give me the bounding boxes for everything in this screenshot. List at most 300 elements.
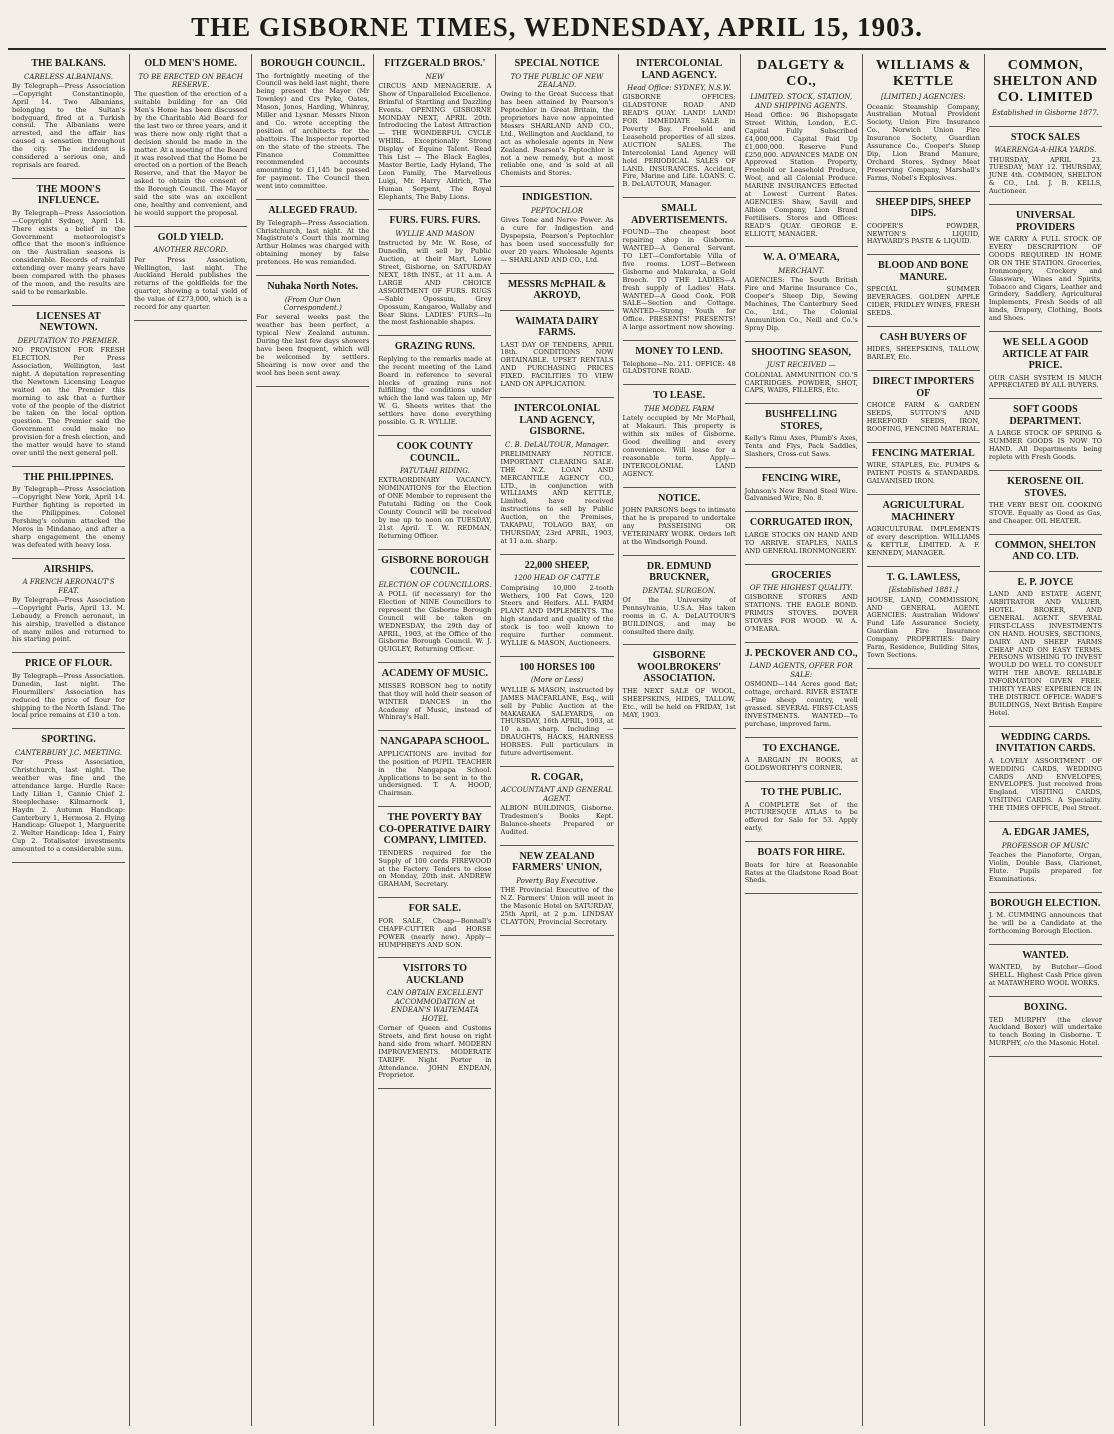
article-subheading: WYLLIE AND MASON: [395, 229, 475, 238]
column-rule: [134, 320, 247, 321]
article-heading: MONEY TO LEND.: [635, 346, 723, 358]
article-heading: INTERCOLONIAL LAND AGENCY, GISBORNE.: [513, 403, 601, 438]
article-block: [745, 648, 858, 729]
column-rule: [867, 442, 980, 443]
article-block: [623, 390, 736, 478]
article-subheading: Head Office: SYDNEY, N.S.W.: [627, 84, 732, 92]
article-body: WANTED, by Butcher—Good SHELL. Highest Cash Price given at MATAWHERO WOOL WORKS.: [988, 963, 1102, 988]
column-rule: [867, 326, 980, 327]
column-rule: [867, 566, 980, 567]
article-heading: DALGETY & CO.,: [757, 58, 846, 90]
column-rule: [745, 781, 858, 782]
article-heading: THE MOON'S INFLUENCE.: [36, 183, 101, 207]
article-heading: THE POVERTY BAY CO-OPERATIVE DAIRY COMPANY, LIMITED.: [378, 812, 491, 847]
article-heading: SHOOTING SEASON,: [751, 346, 851, 358]
article-heading: FURS. FURS. FURS.: [389, 215, 481, 227]
article-body: LAST DAY OF TENDERS, APRIL 18th. CONDITIONS NOW OBTAINABLE. UPSET RENTALS AND PURCHASING PRICES FIXED. FACILITIES TO VIEW LAND ON APPLICATION.: [500, 340, 614, 389]
article-block: [256, 58, 369, 191]
article-heading: SOFT GOODS DEPARTMENT.: [1009, 404, 1082, 427]
article-subheading: (From Our Own Correspondent.): [283, 295, 342, 312]
article-block: [623, 493, 736, 547]
article-body: THE NEXT SALE OF WOOL, SHEEPSKINS, HIDES, TALLOW, Etc., will be held on FRIDAY, 1st MAY, 1903.: [622, 686, 736, 719]
article-block: [989, 337, 1102, 390]
article-body: OSMOND—144 Acres good flat; cottage, orchard. RIVER ESTATE—Fine sheep country, well grassed. SEVERAL FIRST-CLASS INVESTMENTS. WANTED—To purchase, improved farm.: [744, 680, 858, 728]
article-subheading: THE MODEL FARM: [643, 404, 715, 413]
article-body: COOPER'S POWDER, NEWTON'S LIQUID, HAYWARD'S PASTE & LIQUID.: [866, 221, 980, 246]
article-heading: COMMON, SHELTON AND CO. LTD.: [994, 539, 1096, 563]
article-subheading: ACCOUNTANT AND GENERAL AGENT.: [501, 786, 613, 803]
column-rule: [745, 403, 858, 404]
column-rule: [989, 126, 1102, 127]
column-rule: [745, 467, 858, 468]
article-body: WE CARRY A FULL STOCK OF EVERY DESCRIPTION OF GOODS REQUIRED IN HOME OR ON THE STATION. Groceries, Ironmongery, Crockery and Glassware, Wines and Spirits, Tobacco and Cigars, Leather and Grindery, Saddlery, Agricultural Implements, Fresh Seeds of all kinds, Drapery, Clothing, Boots and Shoes.: [988, 235, 1102, 323]
article-subheading: LIMITED. STOCK, STATION, AND SHIPPING AGENTS.: [750, 93, 853, 110]
article-heading: R. COGAR,: [531, 771, 583, 783]
article-body: A POLL (if necessary) for the Election of NINE Councillors to represent the Gisborne Borough Council will be taken on WEDNESDAY, the 29th day of APRIL, 1903, at the Office of the Gisborne Borough Council. W. J. QUIGLEY, Returning Officer.: [378, 590, 492, 654]
article-heading: T. G. LAWLESS,: [886, 571, 961, 583]
article-body: For several weeks past the weather has been perfect, a typical New Zealand autumn. During the last few days showers have been frequent, which will be welcomed by settlers. Shearing is now over and the wool has been sent away.: [256, 313, 370, 377]
article-block: [989, 950, 1102, 988]
article-body: The fortnightly meeting of the Council was held last night, there being present the Mayor (Mr Townley) and Crs Pyke, Oates, Mason, Jones, Harding, Whinray, Miller and Lysnar. Messrs Nixon and Co. wrote accepting the position of architects for the abattoirs. The Inspector reported on the state of the streets. The Finance Committee recommended accounts amounting to £1,145 be passed for payment. The Council then went into committee.: [256, 71, 370, 191]
article-body: CIRCUS AND MENAGERIE. A Show of Unparalleled Excellence. Brimful of Startling and Dazzling Events. OPENING GISBORNE MONDAY NEXT, APRIL 20th. Introducing the Latest Attraction — THE WONDERFUL CYCLE WHIRL. Exceptionally Strong Display of Equine Talent. Read This List — The Black Eagles, Master Bertie, Lady Hyland, The Leon Family, The Marvellous Luigi, Mr. Harry Aldrich, The Human Serpent, The Royal Elephants, The Baby Lions.: [378, 81, 492, 201]
article-heading: BLOOD AND BONE MANURE.: [878, 260, 969, 283]
article-block: [745, 787, 858, 833]
article-heading: GISBORNE WOOLBROKERS' ASSOCIATION.: [637, 650, 722, 685]
column-rule: [256, 275, 369, 276]
article-subheading: 1200 HEAD OF CATTLE: [513, 574, 601, 583]
article-block: [378, 668, 491, 722]
article-heading: BOATS FOR HIRE.: [757, 847, 845, 859]
article-body: PRELIMINARY NOTICE. IMPORTANT CLEARING SALE. THE N.Z. LOAN AND MERCANTILE AGENCY CO., LTD., in conjunction with WILLIAMS AND KETTLE, Limited, have received instructions to sell by Public Auction, on the Premises, TAKAPAU, TOLAGO BAY, on THURSDAY, 23rd APRIL, 1903, at 11 a.m. sharp.: [500, 449, 614, 545]
article-heading: TO THE PUBLIC.: [760, 787, 842, 799]
article-heading: CORRUGATED IRON,: [749, 517, 853, 529]
column-2: [130, 54, 252, 1426]
article-block: [989, 404, 1102, 462]
article-block: [745, 847, 858, 885]
article-heading: E. P. JOYCE: [1017, 576, 1074, 588]
article-body: THE Provincial Executive of the N.Z. Farmers' Union will meet in the Masonic Hotel on SATURDAY, 25th April, at 2 p.m. LINDSAY CLAYTON, Provincial Secretary.: [500, 886, 614, 926]
article-body: Head Office: 96 Bishopsgate Street Within, London, E.C. Capital Fully Subscribed £4,000,000. Capital Paid Up £1,000,000. Reserve Fund £250,000. ADVANCES MADE ON Approved Station Property, Freehold or Leasehold Produce, Wool, and all Colonial Produce. MARINE INSURANCES Effected at Lowest Current Rates. AGENCIES: Shaw, Savill and Albion Company, Lion Brand Fertilisers. Stores and Offices: READ'S QUAY. GEORGE E. ELLIOTT, MANAGER.: [744, 110, 858, 238]
article-body: Gives Tone and Nerve Power. As a cure for Indigestion and Dyspepsia, Pearson's Peptochlor has been used successfully for over 20 years. Wholesale Agents — SHARLAND AND CO., Ltd.: [500, 216, 614, 264]
article-block: [867, 572, 980, 660]
column-rule: [378, 662, 491, 663]
column-rule: [378, 897, 491, 898]
article-subheading: A FRENCH AERONAUT'S FEAT.: [22, 578, 115, 595]
column-4: [374, 54, 496, 1426]
article-block: [623, 561, 736, 637]
column-9: [985, 54, 1106, 1426]
article-body: The question of the erection of a suitable building for an Old Men's Home has been discussed by the Charitable Aid Board for the last two or three years, and it was there now only right that a decision should be made in the matter. At a meeting of the Board it was resolved that the Home be erected on a portion of the Beach Reserve, and that the Mayor be asked to obtain the consent of the Borough Council. The Mayor said the site was an excellent one, healthy and convenient, and he would support the proposal.: [134, 90, 248, 217]
article-block: [12, 564, 125, 645]
article-heading: SPECIAL NOTICE: [514, 58, 600, 69]
article-block: [12, 184, 125, 297]
article-heading: WANTED.: [1022, 949, 1069, 961]
article-block: [500, 58, 613, 178]
article-heading: OLD MEN'S HOME.: [144, 58, 237, 69]
article-body: WIRE, STAPLES, Etc. PUMPS & PATENT POSTS & STANDARDS. GALVANISED IRON.: [866, 461, 980, 486]
article-subheading: OF THE HIGHEST QUALITY.: [749, 584, 853, 593]
article-heading: LICENSES AT NEWTOWN.: [36, 310, 101, 334]
article-heading: FENCING MATERIAL: [871, 447, 975, 459]
column-rule: [745, 564, 858, 565]
column-rule: [989, 944, 1102, 945]
article-heading: WAIMATA DAIRY FARMS.: [515, 315, 599, 339]
article-block: [256, 205, 369, 267]
article-body: HIDES, SHEEPSKINS, TALLOW, BARLEY, Etc.: [866, 345, 980, 362]
column-rule: [745, 737, 858, 738]
article-heading: TO EXCHANGE.: [762, 742, 840, 754]
column-rule: [256, 386, 369, 387]
article-body: NO PROVISION FOR FRESH ELECTION. Per Press Association, Wellington, last night. A deputation representing the Newtown Licensing League waited on the Premier this morning to ask that a further vote of the people of the district be taken on the local option question. The Premier said the Government could make no provision for a fresh election, and the matter would have to stand over until the next general poll.: [12, 346, 126, 457]
column-rule: [12, 652, 125, 653]
article-block: [623, 58, 736, 189]
article-block: [989, 577, 1102, 718]
article-subheading: PROFESSOR OF MUSIC: [1001, 841, 1090, 850]
article-block: [867, 332, 980, 362]
article-subheading: PEPTOCHLOR: [530, 206, 584, 215]
article-block: [500, 192, 613, 264]
article-body: Telephone—No. 211. OFFICE: 48 GLADSTONE ROAD.: [622, 359, 736, 376]
column-rule: [500, 397, 613, 398]
article-body: FOUND—The cheapest boot repairing shop in Gisborne. WANTED—A General Servant. TO LET—Comfortable Villa of five rooms. LOST—Between Gisborne and Makaraka, a Gold Brooch. TO THE LADIES—A fresh supply of Ladies' Hats. WANTED—A Good Cook. FOR SALE—Section and Cottage. WANTED—Strong Youth for Office. PRESENTS! PRESENTS! A large assortment now showing.: [622, 228, 736, 332]
article-block: [623, 346, 736, 376]
article-block: [378, 555, 491, 655]
article-body: MISSES ROBSON beg to notify that they will hold their season of WINTER DANCES in the Academy of Music, instead of Whinray's Hall.: [378, 681, 492, 722]
article-block: [867, 500, 980, 558]
article-block: [745, 347, 858, 396]
article-subheading: TO THE PUBLIC OF NEW ZEALAND.: [510, 72, 604, 89]
article-body: GISBORNE STORES AND STATIONS. THE EAGLE BOND. PRIMUS STOVES. DOVER STOVES FOR WOOD. W. A. O'MEARA.: [744, 593, 858, 634]
article-heading: CASH BUYERS OF: [879, 331, 967, 343]
article-heading: SHEEP DIPS, SHEEP DIPS.: [875, 196, 971, 220]
column-rule: [378, 1088, 491, 1089]
article-heading: KEROSENE OIL STOVES.: [1007, 476, 1084, 499]
article-block: [256, 281, 369, 378]
article-subheading: (More or Less): [530, 676, 584, 685]
article-block: [378, 736, 491, 798]
article-block: [745, 409, 858, 459]
column-rule: [500, 935, 613, 936]
article-heading: AGRICULTURAL MACHINERY: [882, 500, 964, 523]
column-rule: [745, 511, 858, 512]
article-block: [989, 476, 1102, 526]
column-rule: [623, 728, 736, 729]
column-rule: [12, 558, 125, 559]
column-rule: [378, 209, 491, 210]
column-rule: [134, 226, 247, 227]
article-body: J. M. CUMMING announces that he will be a Candidate at the forthcoming Borough Election.: [988, 911, 1102, 935]
article-block: [378, 58, 491, 201]
column-rule: [989, 204, 1102, 205]
article-heading: THE PHILIPPINES.: [23, 471, 114, 483]
article-heading: INDIGESTION.: [521, 192, 593, 204]
column-6: [619, 54, 741, 1426]
column-rule: [378, 806, 491, 807]
article-body: CHOICE FARM & GARDEN SEEDS, SUTTON'S AND HEREFORD SEEDS, IRON, ROOFING, FENCING MATERIAL.: [866, 401, 980, 434]
article-heading: WEDDING CARDS. INVITATION CARDS.: [995, 731, 1096, 755]
article-block: [12, 311, 125, 458]
article-heading: 22,000 SHEEP,: [524, 559, 590, 571]
column-rule: [989, 571, 1102, 572]
article-body: Corner of Queen and Customs Streets, and first house on right hand side from wharf. MODERN IMPROVEMENTS. MODERATE TARIFF. Night Porter in Attendance. JOHN ENDEAN, Proprietor.: [378, 1023, 492, 1080]
article-block: [12, 734, 125, 854]
article-subheading: ELECTION OF COUNCILLORS.: [378, 580, 492, 589]
article-block: [500, 403, 613, 546]
column-rule: [378, 957, 491, 958]
column-rule: [989, 331, 1102, 332]
article-body: Owing to the Great Success that has been attained by Pearson's Peptochlor in Great Britain, the proprietors have now appointed Messrs SHARLAND AND CO., Ltd., Wellington and Auckland, to act as wholesale agents in New Zealand. Pearson's Peptochlor is not a new remedy, but a most reliable one, and is sold at all Chemists and Stores.: [500, 90, 614, 178]
article-block: [378, 441, 491, 541]
column-rule: [500, 554, 613, 555]
article-block: [378, 341, 491, 427]
article-body: By Telegraph—Press Association—Copyright Paris, April 13. M. Lebaudy, a French aeronaut, in his airship, travelled a distance of many miles and returned to his starting point.: [12, 595, 126, 644]
article-body: JOHN PARSONS begs to intimate that he is prepared to undertake any PASSEISING OR VETERINARY WORK. Orders left at the Windsorigh Pound.: [622, 506, 736, 546]
column-rule: [12, 178, 125, 179]
article-heading: INTERCOLONIAL LAND AGENCY.: [636, 58, 723, 81]
article-subheading: ANOTHER RECORD.: [153, 246, 228, 255]
article-subheading: PATUTAHI RIDING.: [399, 467, 470, 475]
article-block: [867, 197, 980, 247]
column-rule: [867, 191, 980, 192]
article-body: COLONIAL AMMUNITION CO.'S CARTRIDGES. POWDER, SHOT, CAPS, WADS, FILLERS, Etc.: [744, 370, 858, 395]
column-rule: [745, 642, 858, 643]
column-rule: [867, 370, 980, 371]
article-heading: THE BALKANS.: [31, 58, 106, 69]
article-subheading: CARELESS ALBANIANS.: [24, 72, 114, 81]
article-body: A COMPLETE Set of the PICTURESQUE ATLAS to be offered for Sale for 53. Apply early.: [744, 800, 858, 833]
article-body: GISBORNE OFFICES: GLADSTONE ROAD AND READ'S QUAY. LAND! LAND! FOR IMMEDIATE SALE in Poverty Bay. Freehold and Leasehold properties of all sizes. AUCTION SALES. The Intercolonial Land Agency will hold PERIODICAL SALES OF LAND. INSURANCES. Accident, Fire, Marine and Life. LOANS. C. B. DeLAUTOUR, Manager.: [622, 93, 736, 189]
article-subheading: NEW: [425, 72, 445, 81]
article-body: Of the University of Pennsylvania, U.S.A. Has taken rooms in C. A. DeLAUTOUR'S BUILDINGS, and may be consulted there daily.: [622, 595, 736, 636]
column-rule: [500, 766, 613, 767]
column-rule: [500, 656, 613, 657]
masthead: THE GISBORNE TIMES, WEDNESDAY, APRIL 15, 1903.: [8, 6, 1106, 50]
article-heading: NANGAPAPA SCHOOL.: [380, 736, 490, 748]
article-heading: PRICE OF FLOUR.: [24, 658, 113, 670]
column-rule: [12, 862, 125, 863]
article-block: [134, 58, 247, 218]
article-block: [378, 963, 491, 1080]
article-block: [500, 772, 613, 837]
article-subheading: CAN OBTAIN EXCELLENT ACCOMMODATION at ENDEAN'S WAITEMATA HOTEL: [387, 989, 483, 1023]
article-heading: WILLIAMS & KETTLE: [875, 58, 971, 90]
column-rule: [378, 435, 491, 436]
column-rule: [500, 310, 613, 311]
article-body: AGRICULTURAL IMPLEMENTS of every description. WILLIAMS & KETTLE, LIMITED. A. F. KENNEDY, MANAGER.: [866, 525, 980, 557]
article-block: [745, 252, 858, 332]
article-block: [623, 203, 736, 332]
column-1: [8, 54, 130, 1426]
column-rule: [989, 996, 1102, 997]
article-body: Teaches the Pianoforte, Organ, Violin, Double Bass, Clarionet, Flute. Pupils prepared for Examinations.: [988, 850, 1102, 883]
article-body: THE VERY BEST OIL COOKING STOVE. Equally as Good as Gas, and Cheaper. OIL HEATER.: [988, 501, 1102, 525]
article-heading: SPORTING.: [41, 734, 96, 746]
article-subheading: C. B. DeLAUTOUR, Manager.: [504, 440, 609, 449]
article-subheading: LAND AGENTS, OFFER FOR SALE:: [749, 662, 853, 679]
column-3: [252, 54, 374, 1426]
column-rule: [867, 494, 980, 495]
article-body: Per Press Association, Wellington, last night. The Auckland Herald publishes the returns of the goldfields for the quarter, showing a total yield of the value of £273,000, which is a record for any quarter.: [134, 255, 248, 312]
article-body: A BARGAIN IN BOOKS, at GOLDSWORTHY'S CORNER.: [744, 756, 858, 773]
article-block: [12, 472, 125, 550]
article-subheading: CANTERBURY J.C. MEETING.: [15, 748, 123, 757]
column-rule: [378, 730, 491, 731]
article-body: LARGE STOCKS ON HAND AND TO ARRIVE. STAPLES, NAILS AND GENERAL IRONMONGERY.: [744, 530, 858, 555]
article-heading: UNIVERSAL PROVIDERS: [1015, 210, 1075, 233]
article-body: FOR SALE, Cheap—Bonnall's CHAFF-CUTTER and HORSE POWER (nearly new). Apply— HUMPHREYS AND SON.: [378, 916, 492, 949]
article-heading: ACADEMY OF MUSIC.: [381, 668, 488, 680]
article-block: [12, 658, 125, 720]
columns: [8, 54, 1106, 1426]
article-body: Boats for hire at Reasonable Rates at the Gladstone Road Boat Sheds.: [744, 860, 858, 885]
article-heading: BUSHFELLING STORES,: [765, 409, 838, 432]
article-block: [500, 560, 613, 648]
article-heading: BOXING.: [1023, 1002, 1067, 1014]
article-block: [989, 540, 1102, 563]
article-block: [378, 215, 491, 327]
column-rule: [745, 246, 858, 247]
article-block: [500, 316, 613, 389]
article-heading: J. PECKOVER AND CO.,: [744, 647, 858, 659]
article-block: [134, 232, 247, 312]
article-body: A LOVELY ASSORTMENT OF WEDDING CARDS, WEDDING CARDS AND ENVELOPES, ENVELOPES. Just received from England. VISITING CARDS, VISITING CARDS. A Speciality. THE TIMES OFFICE, Peel Street.: [988, 756, 1102, 813]
article-block: [378, 812, 491, 889]
article-subheading: DEPUTATION TO PREMIER.: [17, 336, 120, 345]
column-rule: [623, 197, 736, 198]
article-body: A LARGE STOCK OF SPRING & SUMMER GOODS IS NOW TO HAND. All Departments being replete with Fresh Goods.: [988, 429, 1102, 462]
article-heading: STOCK SALES: [1010, 131, 1080, 143]
article-body: LAND AND ESTATE AGENT, ARBITRATOR AND VALUER, HOTEL BROKER, AND GENERAL AGENT. SEVERAL FIRST-CLASS INVESTMENTS ON HAND. HOUSES, SECTIONS, DAIRY AND SHEEP FARMS CHEAP AND ON EASY TERMS. PERSONS WISHING TO INVEST WOULD DO WELL TO CONSULT WITH THE ABOVE. RELIABLE INFORMATION GIVEN FREE. THIRTY YEARS' EXPERIENCE IN THE DISTRICT. OFFICE: WADE'S BUILDINGS, Next British Empire Hotel.: [988, 590, 1102, 717]
article-block: [12, 58, 125, 170]
article-block: [623, 650, 736, 719]
article-body: AGENCIES: The South British Fire and Marine Insurance Co., Cooper's Sheep Dip, Sewing Machines, The Canterbury Seed Co., Ltd., The Colonial Ammunition Co., Neill and Co.'s Spray Dip.: [744, 276, 858, 332]
article-body: TED MURPHY (the clever Auckland Boxer) will undertake to teach Boxing in Gisborne. T. MURPHY, c/o the Masonic Hotel.: [988, 1015, 1102, 1048]
article-body: Johnson's New Brand Steel Wire. Galvanised Wire, No. 8.: [744, 486, 858, 503]
column-rule: [867, 254, 980, 255]
article-subheading: Poverty Bay Executive.: [516, 876, 598, 885]
article-heading: TO LEASE.: [653, 390, 706, 402]
column-rule: [623, 555, 736, 556]
column-rule: [745, 341, 858, 342]
article-block: [989, 132, 1102, 196]
column-rule: [989, 1056, 1102, 1057]
article-subheading: JUST RECEIVED —: [766, 361, 836, 370]
article-body: THURSDAY, APRIL 23. TUESDAY, MAY 12. THURSDAY, JUNE 4th. COMMON, SHELTON & CO., Ltd. J. B. KELLS, Auctioneer.: [988, 155, 1102, 196]
article-subheading: WAERENGA-A-HIKA YARDS.: [994, 146, 1097, 155]
column-rule: [623, 340, 736, 341]
article-block: [378, 903, 491, 949]
article-body: By Telegraph—Press Association—Copyright New York, April 14. Further fighting is reported in the Philippines. Colonel Pershing's column attacked the Moros in Mindanao, and after a sharp engagement the enemy was defeated with heavy loss.: [12, 485, 126, 549]
article-heading: GOLD YIELD.: [157, 231, 224, 243]
column-rule: [989, 726, 1102, 727]
article-body: EXTRAORDINARY VACANCY. NOMINATIONS for the Election of ONE Member to represent the Patutahi Riding on the Cook County Council will be received by me up to noon on TUESDAY, 21st April. T. W. REDMAN, Returning Officer.: [378, 476, 492, 540]
article-body: TENDERS required for the Supply of 100 cords FIREWOOD at the Factory. Tenders to close on Monday, 20th inst. ANDREW GRAHAM, Secretary.: [378, 848, 492, 889]
article-block: [745, 58, 858, 238]
article-body: WYLLIE & MASON, instructed by JAMES MACFARLANE, Esq., will sell by Public Auction at the MAKARAKA SALEYARDS, on THURSDAY, 16th APRIL, 1903, at 10 a.m. sharp. Including — DRAUGHTS, HACKS, HARNESS HORSES. Full particulars in future advertisement.: [500, 685, 614, 758]
article-heading: BOROUGH COUNCIL.: [260, 58, 365, 69]
column-rule: [623, 644, 736, 645]
article-block: [867, 260, 980, 318]
article-subheading: [LIMITED.] AGENCIES:: [880, 93, 966, 102]
column-rule: [989, 821, 1102, 822]
article-heading: SMALL ADVERTISEMENTS.: [631, 203, 728, 226]
article-block: [989, 210, 1102, 323]
column-rule: [378, 335, 491, 336]
column-5: [496, 54, 618, 1426]
column-rule: [745, 893, 858, 894]
column-rule: [867, 668, 980, 669]
article-body: By Telegraph—Press Association. Dunedin, last night. The Flourmillers' Association has reduced the price of flour for shipping to the North Island. The local price remains at £10 a ton.: [12, 671, 126, 720]
article-block: [989, 898, 1102, 936]
column-rule: [989, 398, 1102, 399]
article-heading: FITZGERALD BROS.': [384, 58, 486, 69]
article-block: [867, 448, 980, 486]
article-subheading: MERCHANT.: [778, 266, 825, 275]
article-heading: 100 HORSES 100: [519, 661, 595, 673]
column-rule: [500, 845, 613, 846]
article-body: By Telegraph—Press Association—Copyright Sydney, April 14. There exists a belief in the Government meteorologist's office that the moon's influence on the Australian seasons is considerable. Records of rainfall extending over many years have been compared with the phases of the moon, and the results are said to be remarkable.: [12, 208, 126, 296]
article-heading: GRAZING RUNS.: [394, 341, 475, 353]
article-block: [867, 58, 980, 183]
article-block: [745, 517, 858, 555]
column-rule: [989, 534, 1102, 535]
article-block: [500, 662, 613, 758]
article-body: APPLICATIONS are invited for the position of PUPIL TEACHER in the Nangapapa School. Applications to be sent in to the undersigned. T. A. HOOD, Chairman.: [378, 749, 492, 798]
article-body: Lately occupied by Mr McPhail, at Makauri. This property is within six miles of Gisborne. Good dwelling and every convenience. Will lease for a reasonable term. Apply— INTERCOLONIAL LAND AGENCY.: [622, 414, 736, 478]
article-heading: NEW ZEALAND FARMERS' UNION,: [512, 850, 602, 874]
article-heading: DIRECT IMPORTERS OF: [872, 376, 975, 399]
article-body: By Telegraph—Press Association—Copyright Constantinople, April 14. Two Albanians, belonging to the Sultan's bodyguard, fired at a Turkish consul. The Albanians were arrested, and the affair has caused a sensation throughout the city. The incident is considered a serious one, and reprisals are feared.: [12, 81, 126, 169]
article-heading: FENCING WIRE,: [761, 473, 841, 485]
article-body: Per Press Association, Christchurch, last night. The weather was fine and the attendance large. Hurdle Race: Lady Lilian 1, Cannie Chief 2. Steeplechase: Kilmarnock 1, Haydn 2. Autumn Handicap: Canterbury 1, Hermosa 2. Flying Handicap: Gluepot 1, Marguerite 2. Welter Handicap: Idea 1, Fairy Cup 2. Totalisator investments amounted to a considerable sum.: [12, 758, 126, 854]
column-rule: [989, 470, 1102, 471]
article-block: [745, 743, 858, 773]
article-block: [989, 58, 1102, 118]
article-heading: GISBORNE BOROUGH COUNCIL.: [381, 554, 489, 578]
column-rule: [256, 199, 369, 200]
column-rule: [745, 841, 858, 842]
article-heading: GROCERIES: [771, 569, 832, 581]
column-rule: [12, 466, 125, 467]
column-rule: [500, 273, 613, 274]
article-body: Oceanic Steamship Company, Australian Mutual Provident Society, Union Fire Insurance Co., Norwich Union Fire Insurance Society, Guardian Assurance Co., Cooper's Sheep Dip, Lion Brand Manure, Orchard Stores, Sydney Meat Preserving Company, Marshall's Farms, Nobel's Explosives.: [866, 102, 980, 182]
article-heading: A. EDGAR JAMES,: [1001, 827, 1090, 839]
column-7: [741, 54, 863, 1426]
column-rule: [989, 892, 1102, 893]
article-heading: AIRSHIPS.: [43, 563, 94, 575]
article-block: [989, 732, 1102, 813]
article-heading: Nuhaka North Notes.: [267, 281, 359, 293]
article-heading: BOROUGH ELECTION.: [990, 897, 1101, 909]
column-8: [863, 54, 985, 1426]
article-block: [989, 827, 1102, 884]
article-body: Comprising 10,000 2-tooth Wethers, 100 Fat Cows, 120 Steers and Heifers. ALL FARM PLANT AND IMPLEMENTS. The high standard and quality of the stock is too well known to require further comment. WYLLIE & MASON, Auctioneers.: [500, 583, 614, 648]
article-body: By Telegraph—Press Association. Christchurch, last night. At the Magistrate's Court this morning Arthur Holmes was charged with obtaining money by false pretences. He was remanded.: [256, 218, 370, 267]
column-rule: [12, 305, 125, 306]
article-heading: NOTICE.: [658, 492, 701, 504]
column-rule: [378, 549, 491, 550]
article-heading: COMMON, SHELTON AND CO. LIMITED: [993, 58, 1098, 106]
article-body: ALBION BUILDINGS, Gisborne. Tradesmen's Books Kept. Balance-sheets Prepared or Audited.: [500, 804, 614, 836]
article-block: [745, 570, 858, 634]
article-block: [500, 851, 613, 927]
article-heading: MESSRS McPHAIL & AKROYD,: [507, 278, 607, 302]
article-heading: WE SELL A GOOD ARTICLE AT FAIR PRICE.: [1002, 337, 1089, 372]
article-body: HOUSE, LAND, COMMISSION, AND GENERAL AGENT. AGENCIES: Australian Widows' Fund Life Assurance Society, Guardian Fire Insurance Company. PROPERTIES: Dairy Farm, Residence, Building Sites, Town Sections.: [866, 595, 980, 659]
article-block: [867, 376, 980, 434]
article-block: [500, 279, 613, 302]
article-heading: ALLEGED FRAUD.: [268, 205, 358, 217]
